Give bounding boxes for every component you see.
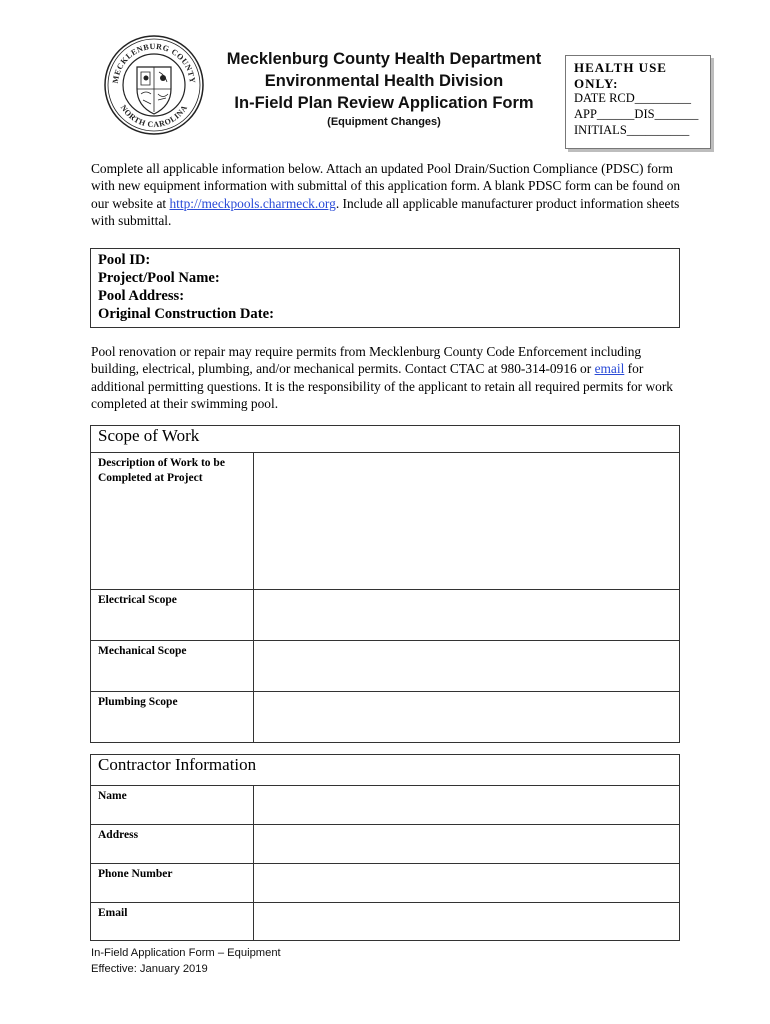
table-row: [91, 641, 680, 692]
electrical-scope-input[interactable]: [254, 590, 680, 641]
permits-paragraph: Pool renovation or repair may require permits from Mecklenburg County Code Enforcement including building, electrical, plumbing, and/or mechanical permits. Contact CTAC at 980-314-0916 or email for additional permitting questions. It is the responsibility of the applicant to retain all required permits for work completed at their swimming pool.: [91, 344, 673, 412]
mechanical-scope-label: Mechanical Scope: [91, 641, 254, 692]
svg-text:NORTH CAROLINA: NORTH CAROLINA: [118, 103, 190, 130]
description-label: Description of Work to be Completed at Project: [91, 453, 254, 590]
intro-paragraph: Complete all applicable information below. Attach an updated Pool Drain/Suction Compliance (PDSC) form with new equipment information with submittal of this application form. A blank PDSC form can be found on our website at http://meckpools.charmeck.org. Include all applicable manufacturer product information sheets with submittal.: [91, 161, 681, 229]
form-title: In-Field Plan Review Application Form: [234, 94, 534, 112]
contractor-name-label: Name: [91, 786, 254, 825]
electrical-scope-label: Electrical Scope: [91, 590, 254, 641]
health-use-title: HEALTH USE ONLY:: [574, 60, 667, 91]
mechanical-scope-input[interactable]: [254, 641, 680, 692]
table-row: [91, 692, 680, 743]
form-subtitle: (Equipment Changes): [327, 116, 441, 128]
pool-address-label: Pool Address:: [98, 288, 185, 304]
pool-id-label: Pool ID:: [98, 252, 151, 268]
contractor-phone-input[interactable]: [254, 864, 680, 903]
health-use-only-box: [565, 55, 711, 149]
website-link[interactable]: http://meckpools.charmeck.org: [169, 195, 336, 211]
contractor-email-input[interactable]: [254, 903, 680, 941]
table-row: [91, 903, 680, 941]
email-link[interactable]: email: [594, 361, 625, 377]
contractor-name-input[interactable]: [254, 786, 680, 825]
plumbing-scope-label: Plumbing Scope: [91, 692, 254, 743]
department-title: Mecklenburg County Health Department: [226, 50, 542, 68]
footer-effective-date: Effective: January 2019: [91, 963, 208, 975]
table-row: [91, 864, 680, 903]
plumbing-scope-input[interactable]: [254, 692, 680, 743]
contractor-address-input[interactable]: [254, 825, 680, 864]
contractor-phone-label: Phone Number: [91, 864, 254, 903]
scope-of-work-title: Scope of Work: [91, 426, 680, 453]
division-title: Environmental Health Division: [264, 72, 504, 90]
scope-of-work-table: [90, 425, 680, 743]
pool-name-label: Project/Pool Name:: [98, 270, 220, 286]
page-footer: [91, 945, 281, 977]
pool-info-box: [90, 248, 680, 328]
date-received-field: DATE RCD_________: [574, 91, 692, 105]
app-dis-field: APP______DIS_______: [574, 107, 699, 121]
contractor-email-label: Email: [91, 903, 254, 941]
contractor-address-label: Address: [91, 825, 254, 864]
table-row: [91, 453, 680, 590]
footer-form-name: In-Field Application Form – Equipment: [91, 947, 281, 959]
construction-date-label: Original Construction Date:: [98, 306, 274, 322]
contractor-info-title: Contractor Information: [91, 755, 680, 786]
table-row: [91, 786, 680, 825]
table-row: [91, 825, 680, 864]
initials-field: INITIALS__________: [574, 123, 690, 137]
svg-text:MECKLENBURG COUNTY: MECKLENBURG COUNTY: [110, 41, 198, 84]
table-row: [91, 590, 680, 641]
description-input[interactable]: [254, 453, 680, 590]
contractor-info-table: [90, 754, 680, 941]
